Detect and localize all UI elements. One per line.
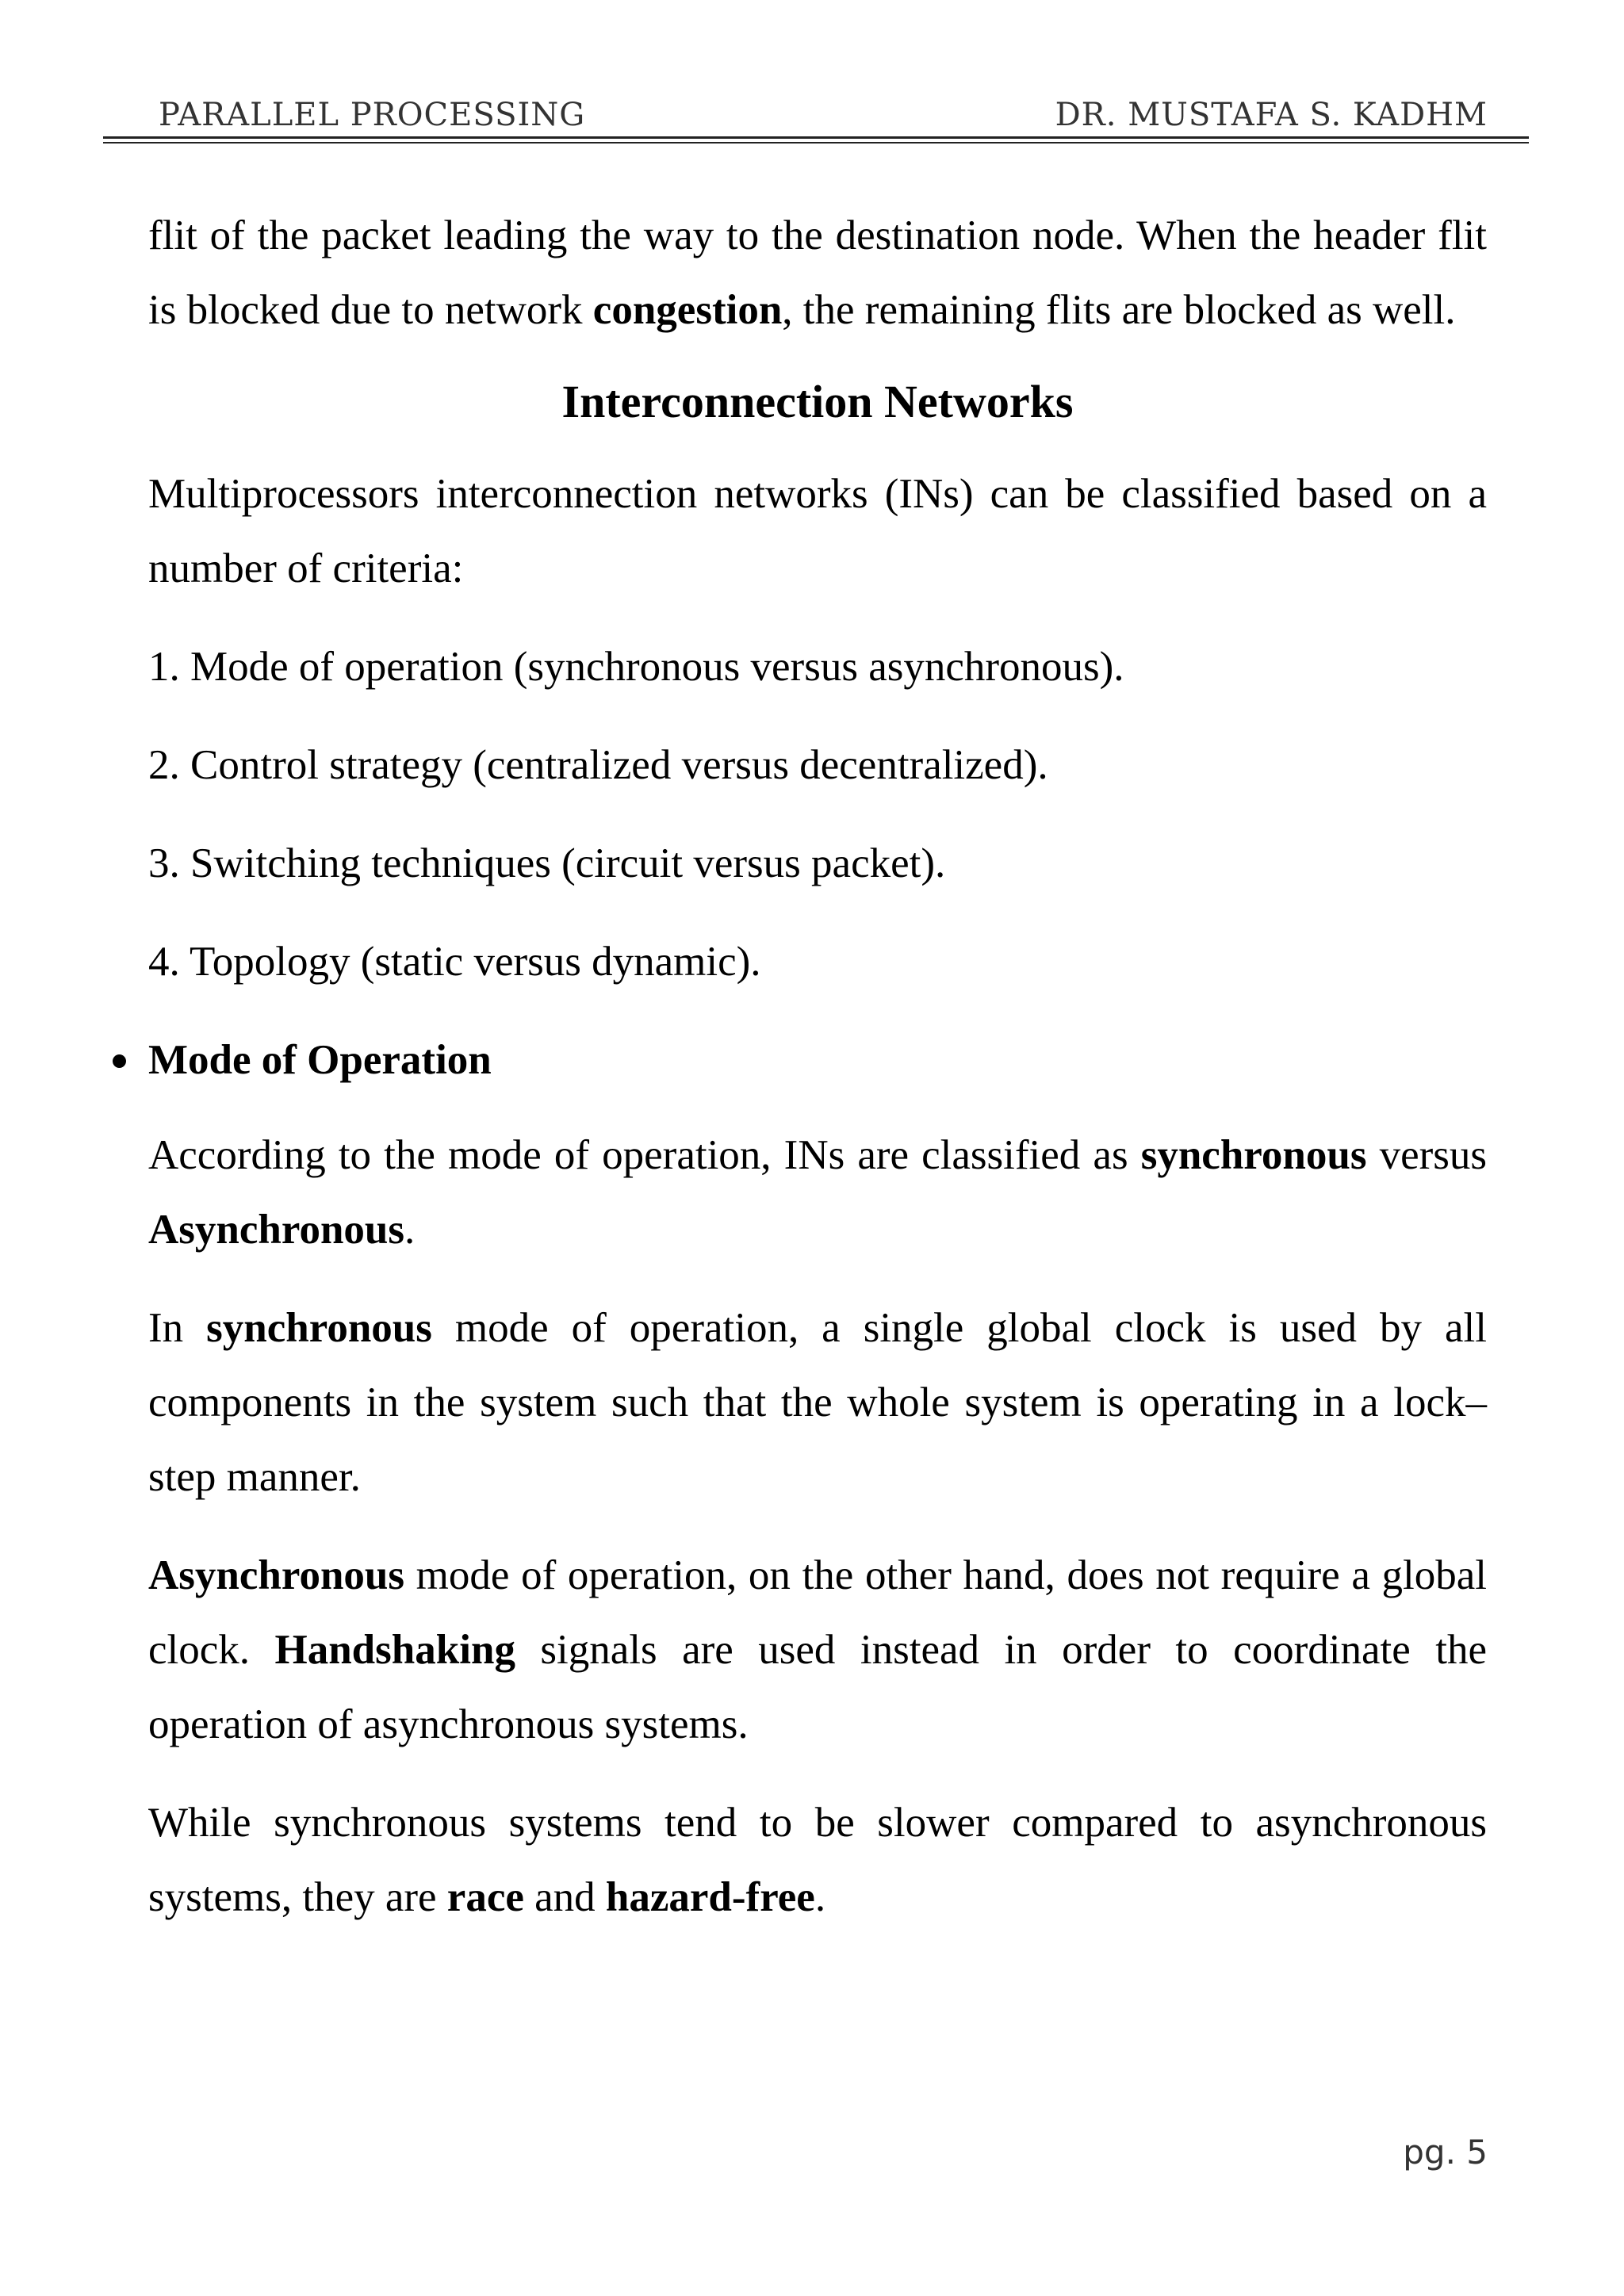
text-run: mode of operation, on the other hand, does not require a global clock. <box>148 1552 1487 1673</box>
subheading-mode-of-operation <box>109 1023 1487 1097</box>
emphasis-asynchronous: Asynchronous <box>148 1552 405 1598</box>
page-body <box>148 198 1487 1958</box>
synchronous-paragraph <box>148 1291 1487 1514</box>
asynchronous-paragraph <box>148 1538 1487 1762</box>
criteria-item: 1. Mode of operation (synchronous versus asynchronous). <box>148 644 1124 690</box>
text-run: signals are used instead in order to coordinate the operation of asynchronous systems. <box>148 1627 1487 1747</box>
criteria-list <box>148 629 1487 999</box>
text-run: , the remaining flits are blocked as well. <box>782 287 1456 333</box>
text-run: . <box>814 1874 826 1920</box>
continuation-paragraph <box>148 198 1487 347</box>
section-title: Interconnection Networks <box>561 376 1074 427</box>
text-run: flit of the packet leading the way to the destination node. When the header flit is blocked due to network <box>148 212 1487 333</box>
classification-paragraph <box>148 1118 1487 1267</box>
subheading-text: Mode of Operation <box>148 1037 492 1083</box>
comparison-paragraph <box>148 1785 1487 1934</box>
emphasis-race: race <box>446 1874 524 1920</box>
text-run: While synchronous systems tend to be slower compared to asynchronous systems, they are <box>148 1800 1487 1920</box>
text-run: versus <box>1366 1132 1487 1178</box>
emphasis-synchronous: synchronous <box>206 1305 432 1351</box>
emphasis-asynchronous: Asynchronous <box>148 1207 405 1253</box>
bullet-icon <box>113 1054 126 1068</box>
criteria-item: 4. Topology (static versus dynamic). <box>148 939 761 985</box>
header-course-title: PARALLEL PROCESSING <box>159 97 586 133</box>
emphasis-handshaking: Handshaking <box>274 1627 515 1673</box>
emphasis-synchronous: synchronous <box>1140 1132 1367 1178</box>
text-run: mode of operation, a single global clock is used by all components in the system such that the whole system is operating in a lock–step manner. <box>148 1305 1488 1500</box>
criteria-item: 3. Switching techniques (circuit versus packet). <box>148 840 946 886</box>
running-header <box>0 0 1624 151</box>
emphasis-congestion: congestion <box>592 287 783 333</box>
criteria-item: 2. Control strategy (centralized versus decentralized). <box>148 742 1048 788</box>
intro-paragraph: Multiprocessors interconnection networks (INs) can be classified based on a number of criteria: <box>148 471 1487 591</box>
text-run: and <box>523 1874 606 1920</box>
text-run: . <box>404 1207 416 1253</box>
header-rule <box>103 136 1529 139</box>
emphasis-hazard-free: hazard-free <box>605 1874 815 1920</box>
text-run: In <box>148 1305 207 1351</box>
page-number: pg. 5 <box>1403 2133 1488 2172</box>
header-author: DR. MUSTAFA S. KADHM <box>1055 97 1488 133</box>
text-run: According to the mode of operation, INs are classified as <box>148 1132 1141 1178</box>
header-rule-thin <box>103 142 1529 144</box>
